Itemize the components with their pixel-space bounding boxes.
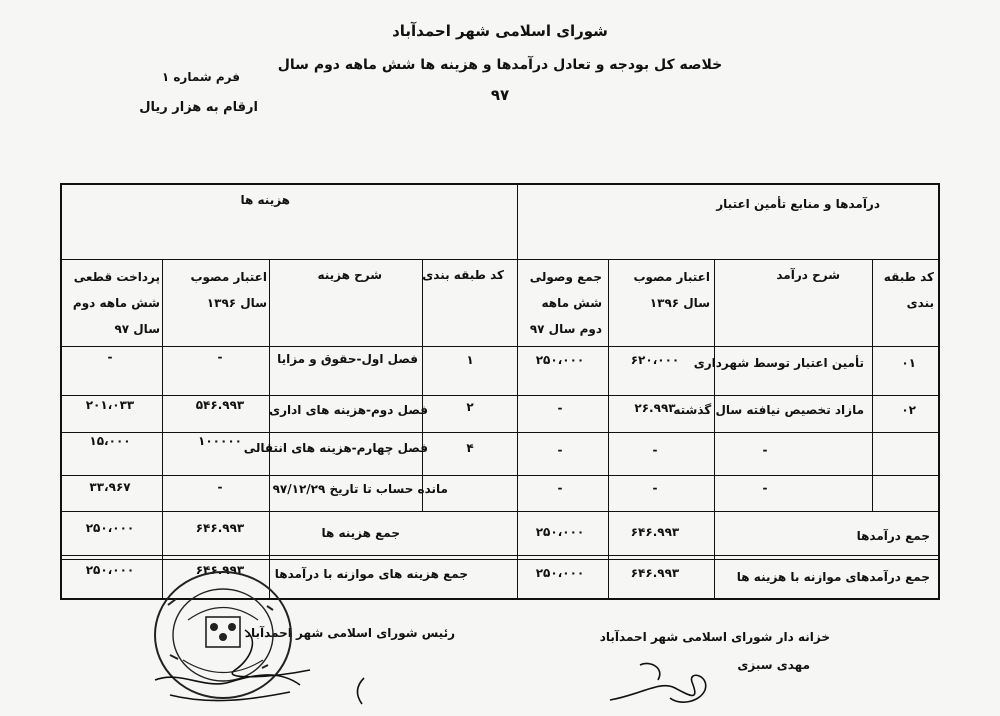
row1-exp-desc: فصل اول-حقوق و مزایا [277,352,418,366]
balanced-revenue-approved: ۶۴۶.۹۹۳ [630,566,680,580]
total-revenue-received: ۲۵۰،۰۰۰ [535,525,585,539]
col-rev-received: جمع وصولی شش ماهه دوم سال ۹۷ [529,270,602,336]
row3-exp-desc: فصل چهارم-هزینه های انتقالی [243,441,428,455]
col-exp-paid: پرداخت قطعی شش ماهه دوم سال ۹۷ [72,270,160,336]
line-header-bottom [62,259,938,260]
row2-exp-paid: ۲۰۱،۰۳۳ [85,398,135,412]
vline-exp-approved [162,259,163,598]
col-exp-approved: اعتبار مصوب سال ۱۳۹۶ [190,270,267,310]
line-row4-bottom [62,511,938,512]
row2-exp-code: ۲ [466,400,474,414]
col-rev-code: کد طبقه بندی [883,270,934,310]
row2-exp-approved: ۵۴۶.۹۹۳ [195,398,245,412]
row2-exp-desc: فصل دوم-هزینه های اداری [269,403,428,417]
row1-exp-paid: - [107,350,113,364]
row1-rev-desc: تأمین اعتبار توسط شهرداری [693,356,864,370]
row3-exp-paid: ۱۵،۰۰۰ [89,434,131,448]
row3-rev-received: - [557,443,563,457]
row2-rev-approved: ۲۶.۹۹۳ [634,401,676,415]
row4-exp-paid: ۳۳،۹۶۷ [89,480,131,494]
row4-exp-desc: مانده حساب تا تاریخ ۹۷/۱۲/۲۹ [272,482,448,496]
balanced-revenue-received: ۲۵۰،۰۰۰ [535,566,585,580]
line-total-bottom-2 [62,559,938,560]
pen-mark [350,676,370,706]
col-rev-approved: اعتبار مصوب سال ۱۳۹۶ [633,270,710,310]
row1-rev-approved: ۶۲۰،۰۰۰ [630,353,680,367]
row2-rev-received: - [557,401,563,415]
balanced-expense-paid: ۲۵۰،۰۰۰ [85,563,135,577]
vline-section-split [517,185,518,598]
vline-rev-desc [714,259,715,598]
row3-rev-approved: - [652,443,658,457]
units-note: ارقام به هزار ریال [139,100,258,115]
vline-rev-code [872,259,873,512]
total-revenue-label: جمع درآمدها [856,529,930,543]
report-year: ۹۷ [490,86,510,104]
line-row1-bottom [62,395,938,396]
balanced-expense-label: جمع هزینه های موازنه با درآمدها [274,567,468,581]
col-exp-code: کد طبقه بندی [422,268,504,282]
section-expense-header: هزینه ها [240,193,290,207]
row4-rev-code: - [762,481,768,495]
row1-rev-received: ۲۵۰،۰۰۰ [535,353,585,367]
balanced-revenue-label: جمع درآمدهای موازنه با هزینه ها [736,570,930,584]
line-row3-bottom [62,475,938,476]
row3-exp-approved: ۱۰۰۰۰۰ [198,434,242,448]
line-total-bottom [62,555,938,556]
row1-rev-code: ۰۱ [901,356,916,370]
total-expense-paid: ۲۵۰،۰۰۰ [85,521,135,535]
council-title: شورای اسلامی شهر احمدآباد [392,22,608,40]
chair-title: رئیس شورای اسلامی شهر احمدآباد [244,626,455,640]
total-revenue-approved: ۶۴۶.۹۹۳ [630,525,680,539]
row2-rev-code: ۰۲ [901,403,916,417]
treasurer-signature [600,640,750,710]
row2-rev-desc: مازاد تخصیص نیافته سال گذشته [673,403,864,417]
col-exp-desc: شرح هزینه [317,268,382,282]
row4-rev-received: - [557,481,563,495]
row1-exp-approved: - [217,350,223,364]
col-rev-desc: شرح درآمد [776,268,840,282]
vline-exp-code [422,259,423,512]
total-expense-approved: ۶۴۶.۹۹۳ [195,521,245,535]
vline-rev-approved [608,259,609,598]
total-expense-label: جمع هزینه ها [321,526,400,540]
line-row2-bottom [62,432,938,433]
line-colheader-bottom [62,346,938,347]
chair-signature [150,610,330,710]
treasurer-title: خزانه دار شورای اسلامی شهر احمدآباد [599,630,830,644]
balanced-expense-approved: ۶۴۶.۹۹۳ [195,563,245,577]
row4-rev-approved: - [652,481,658,495]
report-title: خلاصه کل بودجه و تعادل درآمدها و هزینه ها شش ماهه دوم سال [277,57,723,73]
treasurer-name: مهدی سبزی [737,658,810,672]
row4-exp-approved: - [217,480,223,494]
row3-exp-code: ۴ [466,441,474,455]
vline-exp-desc [269,259,270,598]
row3-rev-code: - [762,443,768,457]
section-revenue-header: درآمدها و منابع تأمین اعتبار [716,197,880,211]
form-number: فرم شماره ۱ [161,70,240,84]
row1-exp-code: ۱ [466,353,474,367]
